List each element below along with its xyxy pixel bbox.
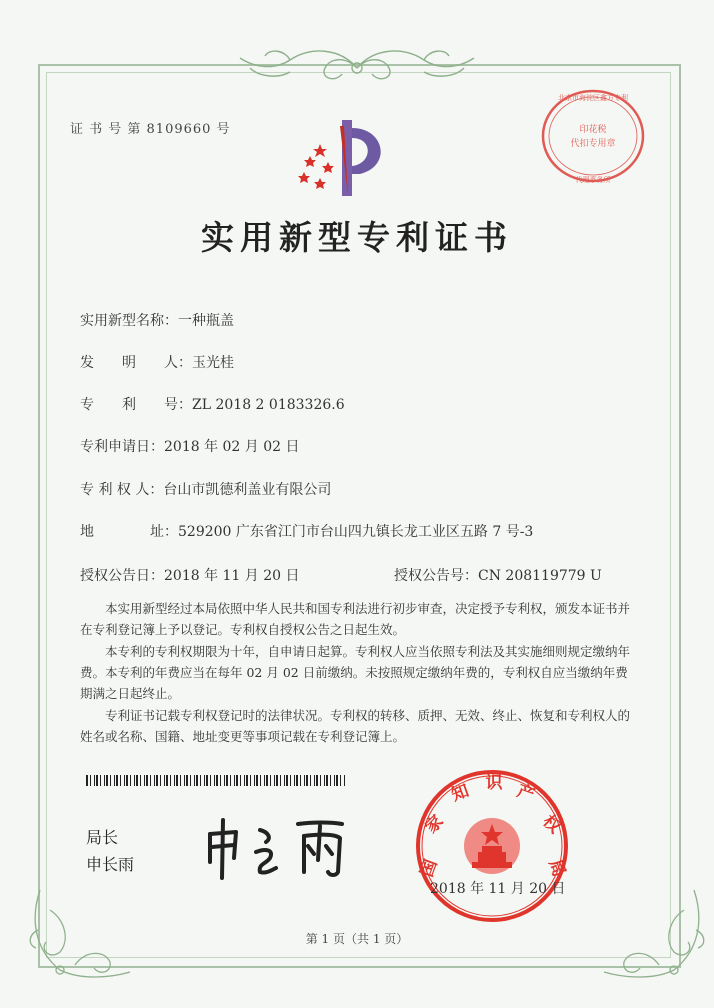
svg-text:印花税: 印花税 xyxy=(579,125,607,135)
field-value: 529200 广东省江门市台山四九镇长龙工业区五路 7 号-3 xyxy=(178,524,534,540)
svg-text:代理事务所: 代理事务所 xyxy=(575,176,611,184)
field-announcement-date xyxy=(80,565,300,585)
field-value: 台山市凯德利盖业有限公司 xyxy=(163,482,332,498)
barcode xyxy=(86,775,348,786)
field-label: 发 明 人： xyxy=(80,355,192,371)
svg-text:北京市海淀区鑫方专利: 北京市海淀区鑫方专利 xyxy=(558,94,628,102)
page-title: 实用新型专利证书 xyxy=(201,218,513,257)
field-patent-number xyxy=(80,394,345,414)
svg-text:知: 知 xyxy=(448,780,472,806)
field-label: 实用新型名称： xyxy=(80,313,178,329)
field-filing-date xyxy=(80,436,300,456)
seal-date: 2018 年 11 月 20 日 xyxy=(430,881,566,897)
field-inventor xyxy=(80,352,234,372)
svg-text:权: 权 xyxy=(538,811,565,838)
field-announcement-number xyxy=(394,565,602,585)
field-patentee xyxy=(80,479,331,499)
handwritten-signature xyxy=(200,812,360,882)
svg-text:产: 产 xyxy=(514,780,538,806)
signatory-title: 局长 xyxy=(86,828,119,847)
field-label: 专 利 权 人： xyxy=(80,482,164,498)
field-value: 玉光桂 xyxy=(192,355,234,371)
body-paragraph: 专利证书记载专利权登记时的法律状况。专利权的转移、质押、无效、终止、恢复和专利权人的姓名或名称、国籍、地址变更等事项记载在专利登记簿上。 xyxy=(80,708,631,744)
page-indicator: 第 1 页（共 1 页） xyxy=(305,932,409,946)
svg-text:识: 识 xyxy=(485,773,503,793)
field-label: 专 利 号： xyxy=(80,397,192,413)
body-paragraph: 本专利的专利权期限为十年，自申请日起算。专利权人应当依照专利法及其实施细则规定缴纳年费。本专利的年费应当在每年 02 月 02 日前缴纳。未按照规定缴纳年费的，专利权自应当缴纳年费期满之日起终止。 xyxy=(80,644,631,701)
field-label: 专利申请日： xyxy=(80,439,164,455)
svg-text:家: 家 xyxy=(421,811,448,838)
field-label: 授权公告日： xyxy=(80,568,164,584)
field-address xyxy=(80,521,533,541)
body-paragraph: 本实用新型经过本局依照中华人民共和国专利法进行初步审查，决定授予专利权，颁发本证书并在专利登记簿上予以登记。专利权自授权公告之日起生效。 xyxy=(80,601,631,637)
certificate-body xyxy=(80,598,640,748)
official-seal xyxy=(412,766,572,926)
field-value: CN 208119779 U xyxy=(478,568,602,584)
svg-text:局: 局 xyxy=(544,856,570,880)
field-value: ZL 2018 2 0183326.6 xyxy=(192,397,345,413)
field-utility-model-name xyxy=(80,310,234,330)
field-value: 2018 年 11 月 20 日 xyxy=(164,568,300,584)
certificate-number: 证 书 号 第 8109660 号 xyxy=(70,122,231,137)
field-label: 地 址： xyxy=(80,524,178,540)
svg-text:代扣专用章: 代扣专用章 xyxy=(570,139,616,149)
field-value: 一种瓶盖 xyxy=(178,313,234,329)
field-label: 授权公告号： xyxy=(394,568,478,584)
svg-text:国: 国 xyxy=(416,856,442,880)
top-floral-ornament xyxy=(230,38,484,88)
patent-office-logo xyxy=(290,116,400,200)
field-value: 2018 年 02 月 02 日 xyxy=(164,439,300,455)
signatory-name: 申长雨 xyxy=(86,855,135,874)
agency-stamp xyxy=(538,86,648,186)
